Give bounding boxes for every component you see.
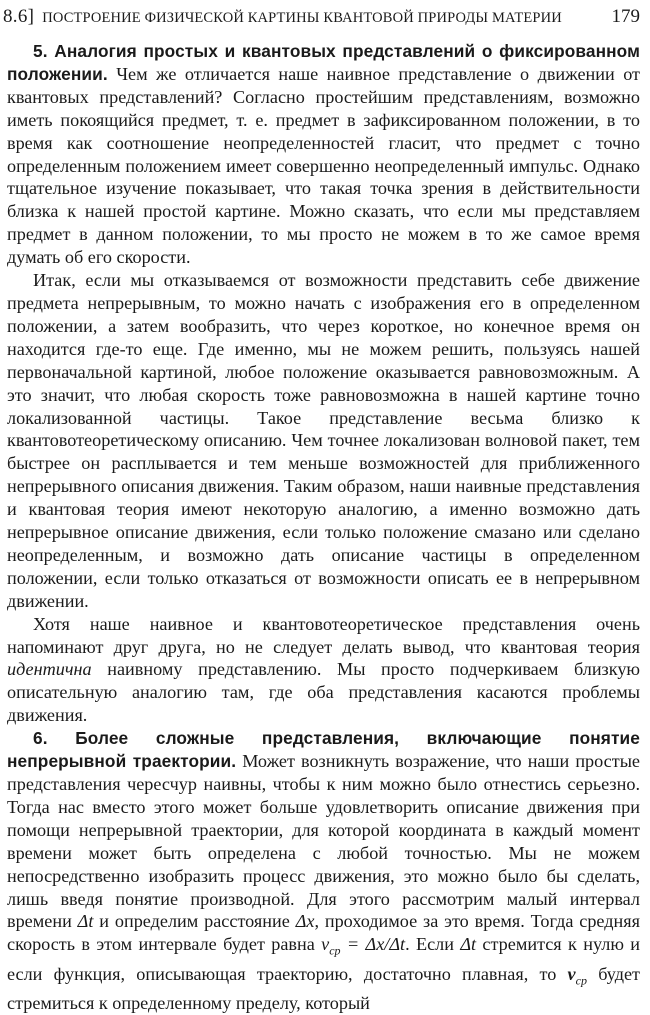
running-title: ПОСТРОЕНИЕ ФИЗИЧЕСКОЙ КАРТИНЫ КВАНТОВОЙ ПРИРОДЫ МАТЕРИИ bbox=[42, 10, 562, 26]
emphasis-identical: идентична bbox=[7, 659, 92, 680]
section-6-paragraph-1 bbox=[7, 727, 640, 1015]
formula-mean-velocity bbox=[321, 934, 406, 958]
section-number: 8.6] bbox=[3, 6, 35, 27]
section-6-text-f: будет стремиться к определенному пределу, который bbox=[7, 963, 640, 1014]
page-number: 179 bbox=[611, 6, 640, 27]
formula-ratio: = Δx/Δt bbox=[340, 934, 406, 955]
section-6-text-d: . Если bbox=[405, 934, 461, 955]
section-5-paragraph-3 bbox=[7, 613, 640, 728]
section-5-paragraph-1 bbox=[7, 40, 640, 269]
math-v-subscript: ср bbox=[575, 973, 587, 988]
section-6-text-b: и определим расстояние bbox=[93, 911, 296, 932]
section-5-text-3a: Хотя наше наивное и квантовотеоретическое представления очень напоминают друг друга, но не следует делать вывод, что квантовая теория bbox=[7, 613, 640, 657]
section-5-text-3b: наивному представлению. Мы просто подчеркиваем близкую описательную аналогию там, где оба представления касаются проблемы движения. bbox=[7, 659, 640, 726]
section-6-text-c: , проходимое за это время. Тогда средняя скорость в этом интервале будет равна bbox=[7, 911, 640, 955]
section-6-heading: 6. Более сложные представления, включающие понятие непрерывной траектории. bbox=[7, 728, 640, 772]
section-5-heading: 5. Аналогия простых и квантовых представлений о фиксированном положении. bbox=[7, 41, 640, 84]
math-delta-x: Δx bbox=[295, 911, 315, 932]
section-5-paragraph-2: Итак, если мы отказываемся от возможности представить себе движение предмета непрерывным, то можно начать с изображения его в определенном положении, а затем вообразить, что через короткое, но конечное время он находится где-то еще. Где именно, мы не можем решить, пользуясь нашей первоначальной картиной, любое положение оказывается равновозможным. А это значит, что любая скорость тоже равновозможна в нашей картине точно локализованной частицы. Такое представление весьма близко к квантовотеоретическому описанию. Чем точнее локализован волновой пакет, тем быстрее он расплывается и тем меньше возможностей для приближенного непрерывного описания движения. Таким образом, наши наивные представления и квантовая теория имеют некоторую аналогию, а именно возможно дать непрерывное описание движения, если только положение смазано или сделано неопределенным, и возможно дать описание частицы в определенном положении, если только отказаться от возможности описать ее в непрерывном движении. bbox=[7, 270, 640, 611]
formula-v-subscript: ср bbox=[329, 943, 341, 958]
math-v: v bbox=[567, 963, 576, 984]
section-6-text-a: Может возникнуть возражение, что наши простые представления чересчур наивны, чтобы к ним можно было отнестись серьезно. Тогда нас вместо этого может больше удовлетворить описание движения при помощи непрерывной траектории, для которой координата в каждый момент времени может быть определена с любой точностью. Мы не можем непосредственно изобразить процесс движения, это можно было бы сделать, лишь введя понятие производной. Для этого рассмотрим малый интервал времени bbox=[7, 751, 640, 932]
math-delta-t-2: Δt bbox=[460, 934, 477, 955]
section-5-text-1: Чем же отличается наше наивное представление о движении от квантовых представлений? Согласно простейшим представлениям, возможно иметь покоящийся предмет, т. е. предмет в зафиксированном положении, в то время как соотношение неопределенностей гласит, что предмет с точно определенным положением имеет совершенно неопределенный импульс. Однако тщательное изучение показывает, что такая точка зрения в действительности близка к нашей простой картине. Можно сказать, что если мы представляем предмет в данном положении, то мы просто не можем в то же самое время думать об его скорости. bbox=[7, 63, 640, 268]
page-body bbox=[3, 40, 640, 1015]
math-delta-t: Δt bbox=[77, 911, 94, 932]
formula-v: v bbox=[321, 934, 330, 955]
running-head bbox=[3, 2, 640, 32]
math-v-mean bbox=[567, 963, 587, 988]
section-6-text-e: стремится к нулю и если функция, описывающая траекторию, достаточно плавная, то bbox=[7, 934, 640, 984]
